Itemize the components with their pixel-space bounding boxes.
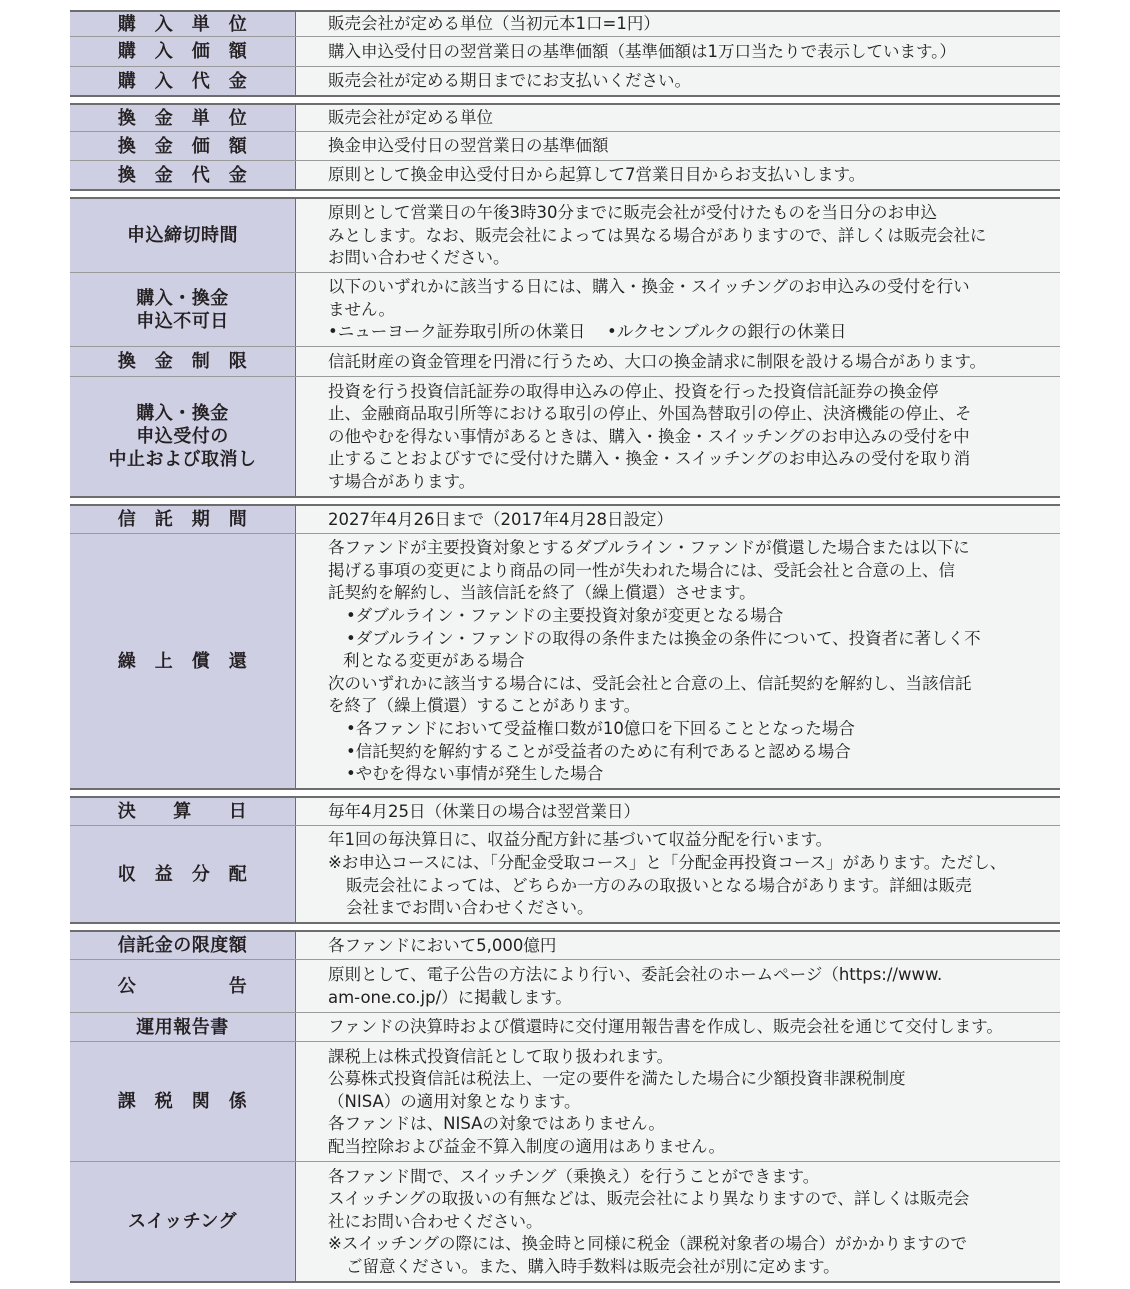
content-line: を終了（繰上償還）することがあります。	[328, 696, 641, 716]
row-content	[296, 932, 1060, 959]
row-content	[296, 199, 1060, 272]
row-label: 収 益 分 配	[70, 826, 296, 922]
table-row	[70, 533, 1060, 788]
content-line: 利となる変更がある場合	[343, 651, 525, 671]
table-row	[70, 272, 1060, 346]
content-line: •ニューヨーク証券取引所の休業日 •ルクセンブルクの銀行の休業日	[328, 322, 847, 342]
table-group-trust	[70, 504, 1060, 790]
table-row	[70, 959, 1060, 1012]
row-label: 信 託 期 間	[70, 506, 296, 533]
content-line: 託契約を解約し、当該信託を終了（繰上償還）させます。	[328, 583, 756, 603]
row-content	[296, 161, 1060, 189]
row-content	[296, 1162, 1060, 1281]
content-line: 販売会社が定める期日までにお支払いください。	[328, 71, 691, 91]
table-row	[70, 376, 1060, 496]
row-content	[296, 105, 1060, 131]
content-line: の他やむを得ない事情があるときは、購入・換金・スイッチングのお申込みの受付を中	[328, 426, 970, 446]
table-group-redemption	[70, 103, 1060, 191]
row-label: スイッチング	[70, 1162, 296, 1281]
content-line: スイッチングの取扱いの有無などは、販売会社により異なりますので、詳しくは販売会	[328, 1189, 970, 1209]
table-group-other	[70, 930, 1060, 1283]
row-content	[296, 798, 1060, 825]
row-label: 換 金 制 限	[70, 347, 296, 376]
table-row	[70, 825, 1060, 922]
content-line: （NISA）の適用対象となります。	[328, 1091, 581, 1111]
content-line: 各ファンド間で、スイッチング（乗換え）を行うことができます。	[328, 1166, 820, 1186]
content-line: 信託財産の資金管理を円滑に行うため、大口の換金請求に制限を設ける場合があります。	[328, 351, 987, 371]
table-row	[70, 1041, 1060, 1161]
content-line: 各ファンドが主要投資対象とするダブルライン・ファンドが償還した場合または以下に	[328, 538, 970, 558]
content-line: 会社までお問い合わせください。	[346, 898, 594, 918]
content-line: 課税上は株式投資信託として取り扱われます。	[328, 1046, 674, 1066]
table-row	[70, 932, 1060, 959]
content-line: •ダブルライン・ファンドの主要投資対象が変更となる場合	[346, 606, 784, 626]
table-group-application	[70, 197, 1060, 498]
content-line: 販売会社が定める単位	[328, 108, 493, 128]
content-line: •やむを得ない事情が発生した場合	[346, 764, 604, 784]
table-row	[70, 346, 1060, 376]
row-label: 購 入 単 位	[70, 12, 296, 36]
content-line: 原則として、電子公告の方法により行い、委託会社のホームページ（https://www.	[328, 964, 943, 984]
row-label: 運用報告書	[70, 1013, 296, 1041]
fund-terms-table	[70, 10, 1060, 1283]
row-label: 信託金の限度額	[70, 932, 296, 959]
content-line: 止、金融商品取引所等における取引の停止、外国為替取引の停止、決済機能の停止、そ	[328, 404, 972, 424]
table-row	[70, 66, 1060, 95]
table-row	[70, 131, 1060, 160]
table-row	[70, 798, 1060, 825]
content-line: ※スイッチングの際には、換金時と同様に税金（課税対象者の場合）がかかりますので	[328, 1234, 968, 1254]
row-label: 公 告	[70, 960, 296, 1012]
row-label: 換 金 代 金	[70, 161, 296, 189]
row-content	[296, 37, 1060, 66]
table-group-settlement	[70, 796, 1060, 924]
table-row	[70, 160, 1060, 189]
row-content	[296, 826, 1060, 922]
row-content	[296, 132, 1060, 160]
content-line: 毎年4月25日（休業日の場合は翌営業日）	[328, 801, 640, 821]
content-line: •ダブルライン・ファンドの取得の条件または換金の条件について、投資者に著しく不	[346, 628, 981, 648]
row-content	[296, 534, 1060, 788]
table-row	[70, 1161, 1060, 1281]
row-label: 購入・換金 申込不可日	[70, 273, 296, 346]
row-label: 課 税 関 係	[70, 1042, 296, 1161]
row-label: 換 金 価 額	[70, 132, 296, 160]
row-content	[296, 273, 1060, 346]
content-line: ファンドの決算時および償還時に交付運用報告書を作成し、販売会社を通じて交付します。	[328, 1017, 1003, 1037]
content-line: 社にお問い合わせください。	[328, 1211, 543, 1231]
content-line: 配当控除および益金不算入制度の適用はありません。	[328, 1136, 725, 1156]
content-line: 各ファンドは、NISAの対象ではありません。	[328, 1114, 665, 1134]
content-line: •各ファンドにおいて受益権口数が10億口を下回ることとなった場合	[346, 718, 855, 738]
table-row	[70, 506, 1060, 533]
row-content	[296, 1013, 1060, 1041]
table-row	[70, 105, 1060, 131]
content-line: 次のいずれかに該当する場合には、受託会社と合意の上、信託契約を解約し、当該信託	[328, 673, 972, 693]
content-line: 以下のいずれかに該当する日には、購入・換金・スイッチングのお申込みの受付を行い	[328, 277, 970, 297]
row-content	[296, 377, 1060, 496]
content-line: •信託契約を解約することが受益者のために有利であると認める場合	[346, 741, 851, 761]
content-line: す場合があります。	[328, 471, 476, 491]
row-label: 申込締切時間	[70, 199, 296, 272]
content-line: 販売会社によっては、どちらか一方のみの取扱いとなる場合があります。詳細は販売	[346, 875, 972, 895]
row-content	[296, 506, 1060, 533]
content-line: am-one.co.jp/）に掲載します。	[328, 987, 572, 1007]
content-line: 各ファンドにおいて5,000億円	[328, 935, 557, 955]
table-row	[70, 12, 1060, 36]
row-content	[296, 1042, 1060, 1161]
content-line: 換金申込受付日の翌営業日の基準価額	[328, 136, 609, 156]
table-group-purchase	[70, 10, 1060, 97]
content-line: 止することおよびすでに受付けた購入・換金・スイッチングのお申込みの受付を取り消	[328, 449, 971, 469]
table-row	[70, 199, 1060, 272]
content-line: 販売会社が定める単位（当初元本1口=1円）	[328, 14, 660, 34]
content-line: 掲げる事項の変更により商品の同一性が失われた場合には、受託会社と合意の上、信	[328, 560, 955, 580]
content-line: 2027年4月26日まで（2017年4月28日設定）	[328, 509, 673, 529]
row-label: 購 入 価 額	[70, 37, 296, 66]
content-line: お問い合わせください。	[328, 248, 510, 268]
content-line: みとします。なお、販売会社によっては異なる場合がありますので、詳しくは販売会社に	[328, 225, 987, 245]
row-label: 購入・換金 申込受付の 中止および取消し	[70, 377, 296, 496]
row-content	[296, 67, 1060, 95]
content-line: ※お申込コースには、「分配金受取コース」と「分配金再投資コース」があります。ただし、	[328, 852, 1007, 872]
row-label: 繰 上 償 還	[70, 534, 296, 788]
row-content	[296, 347, 1060, 376]
content-line: ません。	[328, 299, 395, 319]
row-content	[296, 960, 1060, 1012]
table-row	[70, 1012, 1060, 1041]
content-line: 年1回の毎決算日に、収益分配方針に基づいて収益分配を行います。	[328, 830, 833, 850]
row-label: 換 金 単 位	[70, 105, 296, 131]
content-line: 原則として営業日の午後3時30分までに販売会社が受付けたものを当日分のお申込	[328, 203, 937, 223]
content-line: 購入申込受付日の翌営業日の基準価額（基準価額は1万口当たりで表示しています。）	[328, 41, 956, 61]
content-line: 投資を行う投資信託証券の取得申込みの停止、投資を行った投資信託証券の換金停	[328, 381, 939, 401]
row-label: 決 算 日	[70, 798, 296, 825]
row-label: 購 入 代 金	[70, 67, 296, 95]
content-line: 原則として換金申込受付日から起算して7営業日目からお支払いします。	[328, 165, 866, 185]
row-content	[296, 12, 1060, 36]
content-line: 公募株式投資信託は税法上、一定の要件を満たした場合に少額投資非課税制度	[328, 1069, 906, 1089]
content-line: ご留意ください。また、購入時手数料は販売会社が別に定めます。	[346, 1256, 840, 1276]
table-row	[70, 36, 1060, 66]
